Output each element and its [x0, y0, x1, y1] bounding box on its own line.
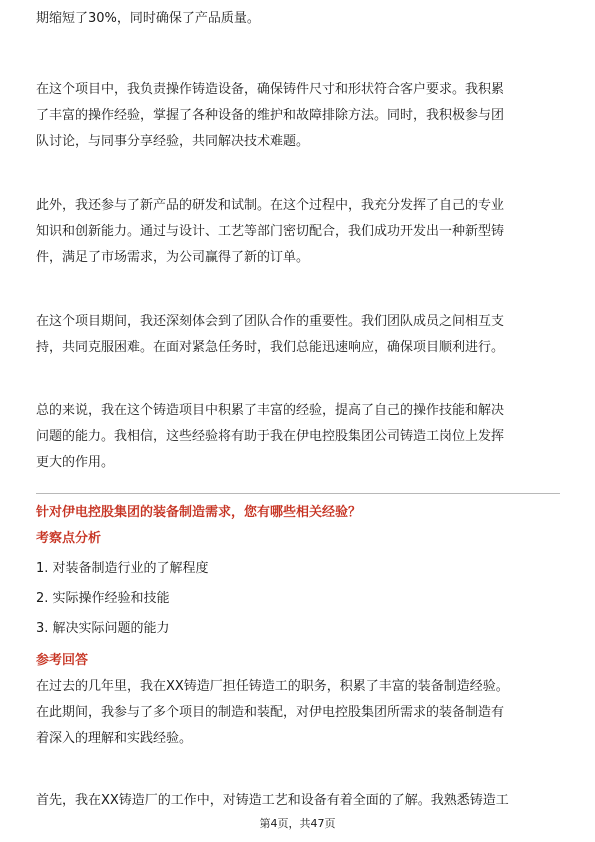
text-line: 在此期间，我参与了多个项目的制造和装配，对伊电控股集团所需求的装备制造有 [36, 705, 505, 720]
analysis-title: 考察点分析 [36, 531, 102, 546]
paragraph [36, 309, 560, 361]
paragraph [36, 788, 560, 814]
page-number-footer: 第4页，共47页 [259, 817, 336, 830]
text-line: 期缩短了30%，同时确保了产品质量。 [36, 11, 260, 26]
text-line: 队讨论，与同事分享经验，共同解决技术难题。 [36, 134, 310, 149]
paragraph [36, 77, 560, 155]
list-item: 2. 实际操作经验和技能 [36, 591, 170, 606]
text-line: 持，共同克服困难。在面对紧急任务时，我们总能迅速响应，确保项目顺利进行。 [36, 340, 505, 355]
list-item: 3. 解决实际问题的能力 [36, 621, 170, 636]
text-line: 着深入的理解和实践经验。 [36, 731, 193, 746]
text-line: 件，满足了市场需求，为公司赢得了新的订单。 [36, 250, 310, 265]
text-line: 知识和创新能力。通过与设计、工艺等部门密切配合，我们成功开发出一种新型铸 [36, 224, 505, 239]
text-line: 在这个项目中，我负责操作铸造设备，确保铸件尺寸和形状符合客户要求。我积累 [36, 82, 505, 97]
text-line: 在过去的几年里，我在XX铸造厂担任铸造工的职务，积累了丰富的装备制造经验。 [36, 679, 509, 694]
text-line: 首先，我在XX铸造厂的工作中，对铸造工艺和设备有着全面的了解。我熟悉铸造工 [36, 793, 509, 808]
list-item: 1. 对装备制造行业的了解程度 [36, 561, 209, 576]
analysis-list [36, 554, 209, 644]
text-line: 了丰富的操作经验，掌握了各种设备的维护和故障排除方法。同时，我积极参与团 [36, 108, 505, 123]
paragraph [36, 674, 560, 752]
text-line: 在这个项目期间，我还深刻体会到了团队合作的重要性。我们团队成员之间相互支 [36, 314, 505, 329]
text-line: 问题的能力。我相信，这些经验将有助于我在伊电控股集团公司铸造工岗位上发挥 [36, 429, 505, 444]
paragraph [36, 398, 560, 476]
question-heading: 针对伊电控股集团的装备制造需求，您有哪些相关经验？ [36, 505, 362, 520]
section-divider [36, 493, 560, 494]
answer-title: 参考回答 [36, 653, 89, 668]
text-line: 此外，我还参与了新产品的研发和试制。在这个过程中，我充分发挥了自己的专业 [36, 198, 505, 213]
text-line: 总的来说，我在这个铸造项目中积累了丰富的经验，提高了自己的操作技能和解决 [36, 403, 505, 418]
paragraph [36, 193, 560, 271]
text-line: 更大的作用。 [36, 455, 115, 470]
paragraph [36, 6, 560, 32]
